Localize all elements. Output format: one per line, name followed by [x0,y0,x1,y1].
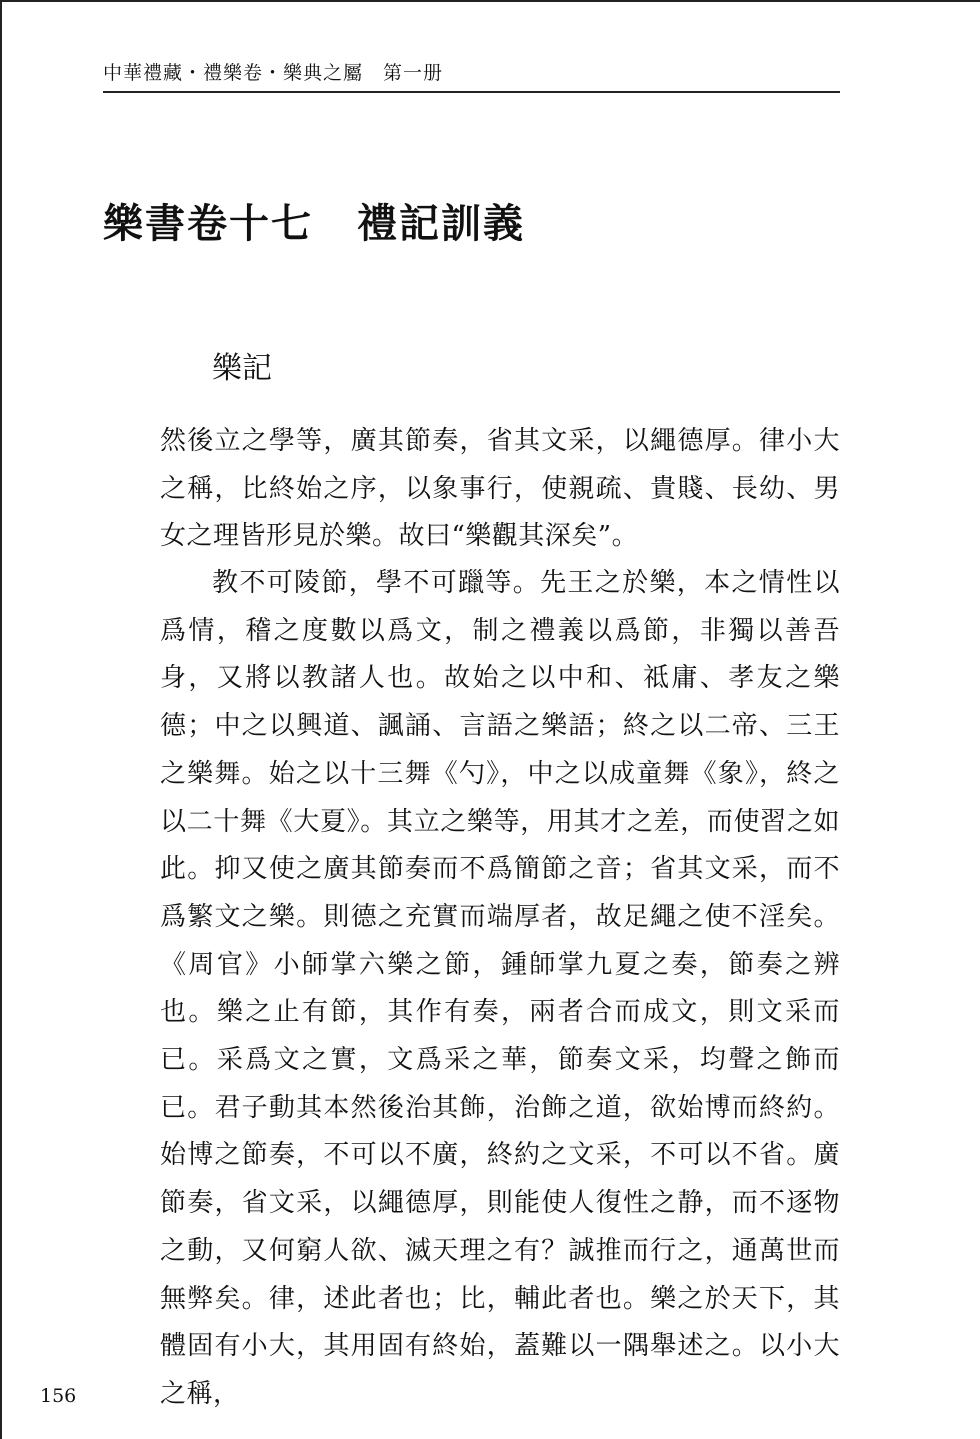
chapter-number: 樂書卷十七 [103,200,313,247]
chapter-subject: 禮記訓義 [357,200,525,247]
section-title: 樂記 [212,351,272,386]
page-edge-top [0,0,980,2]
main-text-paragraph: 然後立之學等，廣其節奏，省其文采，以繩德厚。律小大之稱，比終始之序，以象事行，使親疏、貴賤、長幼、男女之理皆形見於樂。故曰“樂觀其深矣”。 [160,426,840,552]
commentary-paragraph: 教不可陵節，學不可躐等。先王之於樂，本之情性以爲情，稽之度數以爲文，制之禮義以爲節，非獨以善吾身，又將以教諸人也。故始之以中和、祗庸、孝友之樂德；中之以興道、諷誦、言語之樂語；終之以二帝、三王之樂舞。始之以十三舞《勺》，中之以成童舞《象》，終之以二十舞《大夏》。其立之樂等，用其才之差，而使習之如此。抑又使之廣其節奏而不爲簡節之音；省其文采，而不爲繁文之樂。則德之充實而端厚者，故足繩之使不淫矣。《周官》小師掌六樂之節，鍾師掌九夏之奏，節奏之辨也。樂之止有節，其作有奏，兩者合而成文，則文采而已。采爲文之實，文爲采之華，節奏文采，均聲之飾而已。君子動其本然後治其飾，治飾之道，欲始博而終約。始博之節奏，不可以不廣，終約之文采，不可以不省。廣節奏，省文采，以繩德厚，則能使人復性之静，而不逐物之動，又何窮人欲、滅天理之有？誠推而行之，通萬世而無弊矣。律，述此者也；比，輔此者也。樂之於天下，其體固有小大，其用固有終始，蓋難以一隅舉述之。以小大之稱， [160,568,840,1409]
page-edge-left [0,0,2,1439]
header-divider [103,91,840,93]
running-header: 中華禮藏・禮樂卷・樂典之屬 第一册 [103,62,444,84]
chapter-title [103,192,525,249]
page-number: 156 [40,1385,77,1407]
